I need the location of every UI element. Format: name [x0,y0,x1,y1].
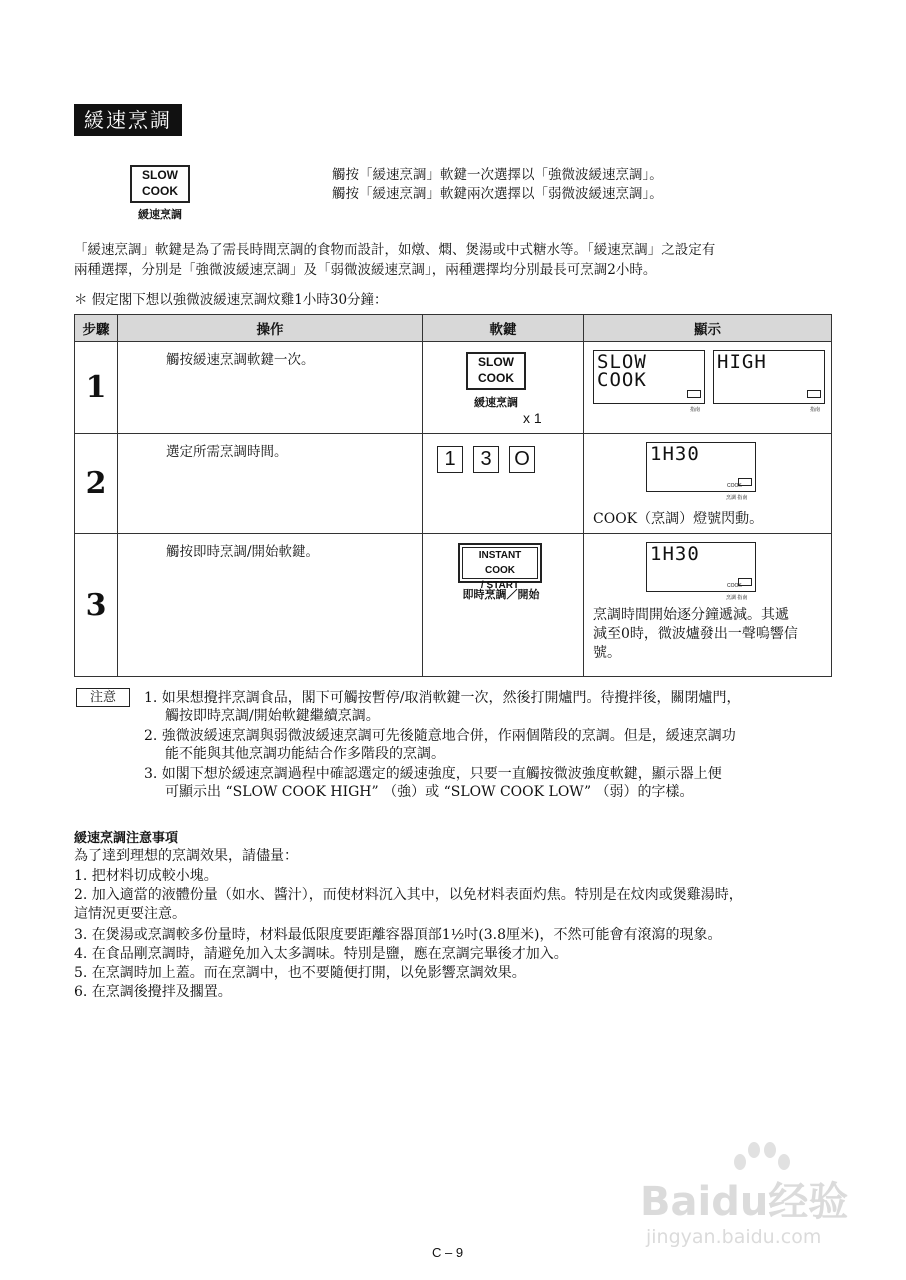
table-header-row [75,315,832,342]
table-row [75,434,832,534]
steps-table [74,314,832,677]
desc-line-1: 「緩速烹調」軟鍵是為了需長時間烹調的食物而設計，如燉、燜、煲湯或中式糖水等。「緩速烹調」之設定有 [74,242,716,258]
lcd-indicator-icon [807,390,821,398]
key-line2: COOK [142,184,178,198]
tips-line: 3. 在煲湯或烹調較多份量時，材料最低限度要距離容器頂部1½吋(3.8厘米)，不然可能會有滾瀉的現象。 [74,927,722,943]
guide-label: 指南 [690,407,701,413]
tips-line: 5. 在烹調時加上蓋。而在烹調中，也不要隨便打開，以免影響烹調效果。 [74,965,526,981]
watermark-url: jingyan.baidu.com [646,1226,822,1248]
lcd-tags: 烹調 指南 [726,495,748,501]
caption-line: 號。 [593,645,621,661]
desc-line-2: 兩種選擇，分別是「強微波緩速烹調」及「弱微波緩速烹調」，兩種選擇均分別最長可烹調2小時。 [74,262,657,278]
key-line1: SLOW [478,355,514,369]
instant-cook-start-caption: 即時烹調／開始 [462,589,540,601]
lcd-text: 1H30 [650,543,700,565]
lcd-indicator-icon [738,578,752,586]
digit-key: 3 [473,446,499,473]
intro-line-1: 觸按「緩速烹調」軟鍵一次選擇以「強微波緩速烹調」。 [332,167,663,183]
header-key: 軟鍵 [423,315,584,342]
key-line1: INSTANT COOK [478,550,522,576]
step-display-cell [584,434,832,534]
header-display: 顯示 [584,315,832,342]
step-operation: 選定所需烹調時間。 [118,434,423,534]
note-line: 能不能與其他烹調功能結合作多階段的烹調。 [165,746,445,762]
note-line: 1. 如果想攪拌烹調食品，閣下可觸按暫停/取消軟鍵一次，然後打開爐門。待攪拌後，關閉爐門， [144,690,741,706]
cook-indicator: COOK [727,583,742,589]
lcd-screen [646,542,756,592]
assumption-text: ＊ 假定閣下想以強微波緩速烹調炆雞1小時30分鐘： [74,292,388,308]
step-operation: 觸按緩速烹調軟鍵一次。 [118,342,423,434]
step-key-cell [423,534,584,677]
baidu-watermark [640,1140,870,1260]
tips-line: 6. 在烹調後攪拌及擱置。 [74,984,232,1000]
tips-line: 這情況更要注意。 [74,906,186,922]
tips-line: 4. 在食品剛烹調時，請避免加入太多調味。特別是鹽，應在烹調完畢後才加入。 [74,946,568,962]
step-key-cell [423,342,584,434]
note-line: 觸按即時烹調/開始軟鍵繼續烹調。 [165,708,380,724]
display-caption [593,606,798,663]
step-number: 3 [75,534,118,677]
step-operation: 觸按即時烹調/開始軟鍵。 [118,534,423,677]
watermark-brand: Baidu经验 [640,1179,849,1225]
note-label: 注意 [76,688,130,707]
lcd-text: SLOW COOK [597,351,647,391]
lcd-indicator-icon [687,390,701,398]
note-line: 可顯示出 “SLOW COOK HIGH” （強）或 “SLOW COOK LOW” （弱）的字樣。 [165,784,694,800]
tips-heading: 緩速烹調注意事項 [74,831,179,846]
tips-line: 1. 把材料切成較小塊。 [74,868,218,884]
caption-line: 烹調時間開始逐分鐘遞減。其遞 [593,607,789,623]
table-row [75,342,832,434]
note-line: 3. 如閣下想於緩速烹調過程中確認選定的緩速強度，只要一直觸按微波強度軟鍵，顯示器上便 [144,766,722,782]
step-number: 2 [75,434,118,534]
caption-line: 減至0時，微波爐發出一聲嗚響信 [593,626,798,642]
section-title: 緩速烹調 [74,104,182,136]
guide-label: 指南 [810,407,821,413]
key-line2: / START [480,580,520,591]
intro-line-2: 觸按「緩速烹調」軟鍵兩次選擇以「弱微波緩速烹調」。 [332,186,663,202]
instant-cook-start-key-icon [458,543,542,591]
key-line2: COOK [478,371,514,385]
lcd-screen [593,350,705,404]
digit-key: 1 [437,446,463,473]
digit-key: O [509,446,535,473]
lcd-tags: 烹調 指南 [726,595,748,601]
lcd-text: 1H30 [650,443,700,465]
tips-intro: 為了達到理想的烹調效果，請儘量： [74,848,298,864]
key-multiplier: x 1 [523,410,542,426]
display-caption: COOK（烹調）燈號閃動。 [593,511,764,527]
tips-line: 2. 加入適當的液體份量（如水、醬汁），而使材料沉入其中，以免材料表面灼焦。特別是在炆肉或煲雞湯時， [74,887,743,903]
slow-cook-key-icon [466,352,526,390]
lcd-screen [646,442,756,492]
instant-cook-start-key-inner [462,547,538,591]
step-key-cell [423,434,584,534]
key-line1: SLOW [142,168,178,182]
slow-cook-key-caption: 緩速烹調 [138,209,182,221]
header-operation: 操作 [118,315,423,342]
page-number: C – 9 [432,1245,464,1260]
step-number: 1 [75,342,118,434]
header-step: 步驟 [75,315,118,342]
slow-cook-key-caption: 緩速烹調 [474,397,518,409]
step-display-cell [584,342,832,434]
slow-cook-key-icon [130,165,190,203]
table-row [75,534,832,677]
step-display-cell [584,534,832,677]
note-line: 2. 強微波緩速烹調與弱微波緩速烹調可先後隨意地合併，作兩個階段的烹調。但是，緩速烹調功 [144,728,736,744]
cook-indicator: COOK [727,483,742,489]
lcd-indicator-icon [738,478,752,486]
lcd-screen [713,350,825,404]
lcd-text: HIGH [717,351,767,373]
